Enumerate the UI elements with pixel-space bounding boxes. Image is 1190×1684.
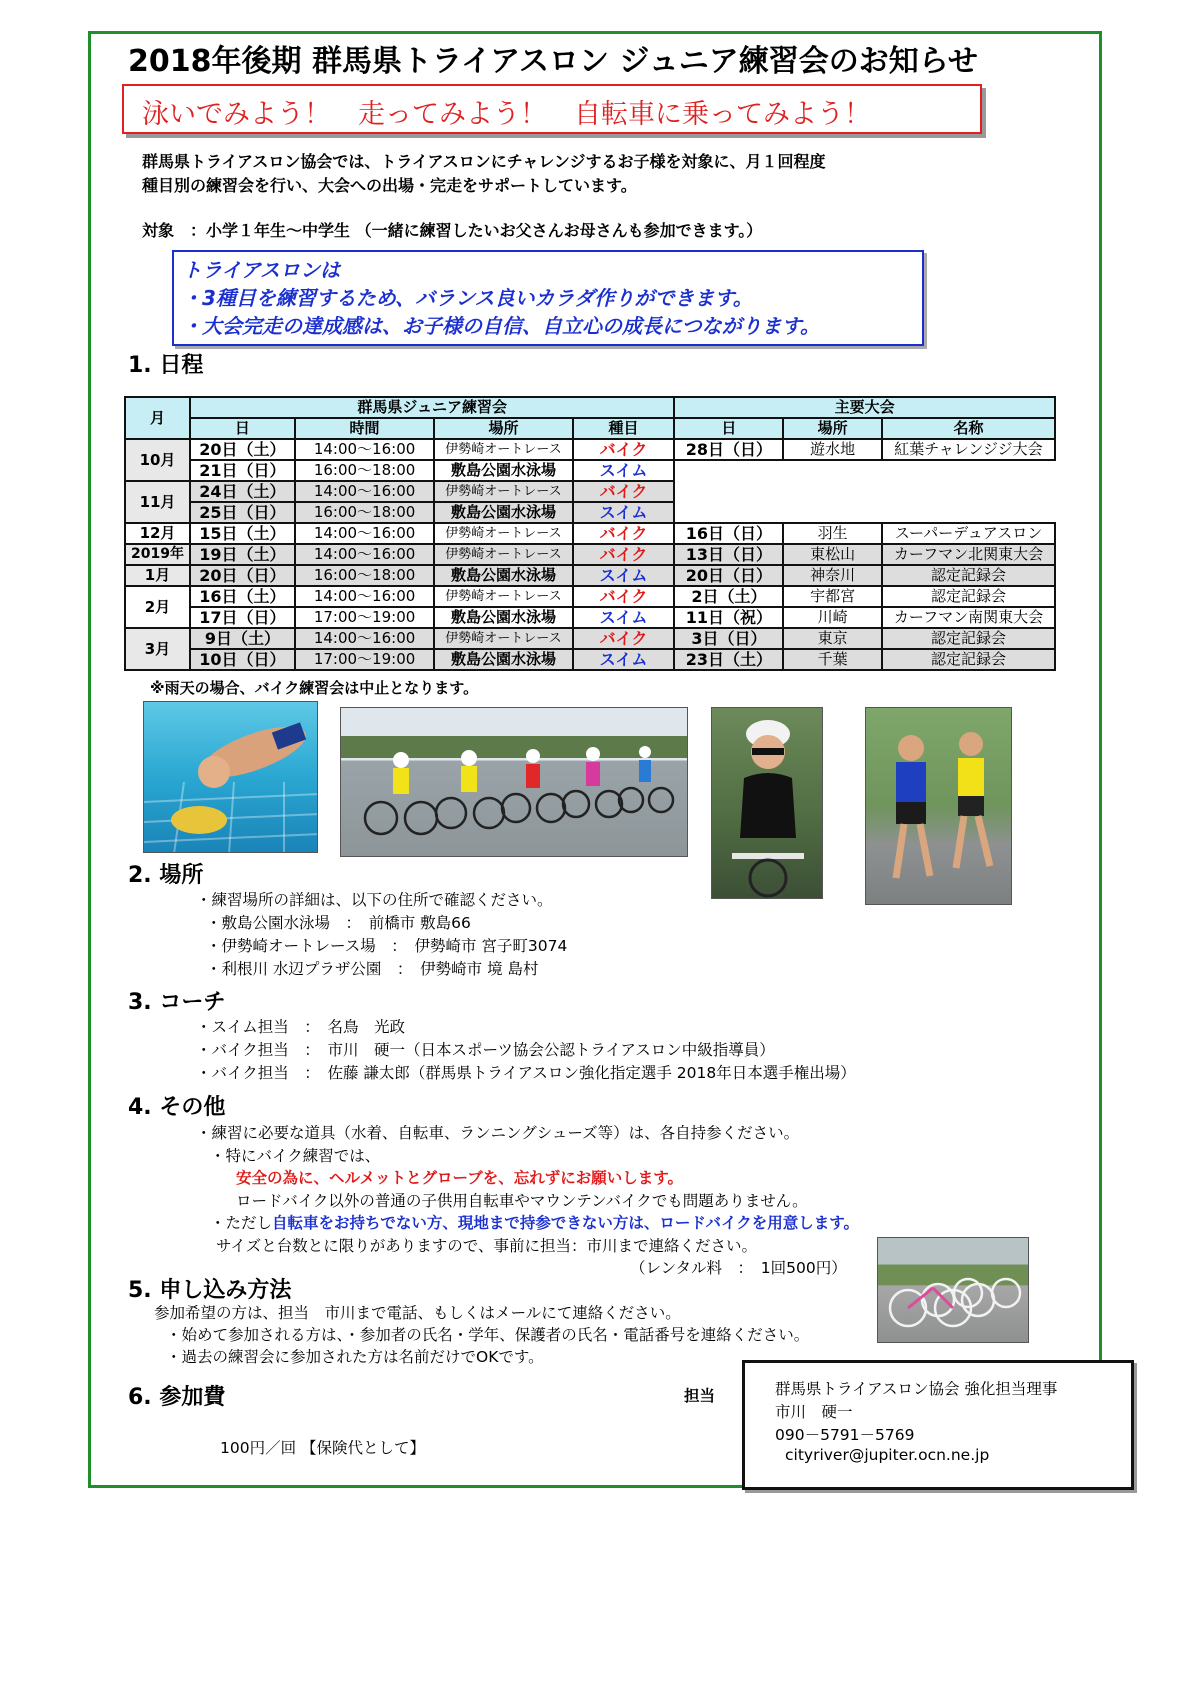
col-time: 時間	[295, 418, 434, 439]
major-header: 主要大会	[674, 397, 1055, 418]
coach-line: ・バイク担当 ： 市川 硬一（日本スポーツ協会公認トライアスロン中級指導員）	[196, 1041, 775, 1059]
day-cell: 15日（土）	[190, 523, 295, 544]
time-cell: 14:00～16:00	[295, 481, 434, 502]
rain-note: ※雨天の場合、バイク練習会は中止となります。	[150, 679, 479, 697]
day-cell: 21日（日）	[190, 460, 295, 481]
comp-place-cell: 東京	[783, 628, 882, 649]
comp-name-cell: 認定記録会	[882, 649, 1055, 670]
comp-day-cell: 28日（日）	[674, 439, 783, 460]
other-line: ・練習に必要な道具（水着、自転車、ランニングシューズ等）は、各自持参ください。	[196, 1124, 800, 1142]
fee-text: 100円／回 【保険代として】	[220, 1439, 426, 1457]
table-row	[125, 565, 1055, 586]
runners-photo	[865, 707, 1012, 905]
time-cell: 14:00～16:00	[295, 544, 434, 565]
col-comp-name: 名称	[882, 418, 1055, 439]
comp-day-cell: 23日（土）	[674, 649, 783, 670]
cyclist-girl-graphic	[712, 708, 823, 899]
comp-day-cell: 2日（土）	[674, 586, 783, 607]
month-cell: 1月	[125, 565, 190, 586]
month-cell: 10月	[125, 439, 190, 481]
time-cell: 17:00～19:00	[295, 607, 434, 628]
contact-email[interactable]: cityriver@jupiter.ocn.ne.jp	[785, 1446, 990, 1464]
contact-box	[742, 1360, 1134, 1490]
day-cell: 20日（日）	[190, 565, 295, 586]
col-comp-place: 場所	[783, 418, 882, 439]
place-cell: 敷島公園水泳場	[434, 607, 572, 628]
cyclist-girl-photo	[711, 707, 823, 899]
location-line: ・敷島公園水泳場 ： 前橋市 敷島66	[206, 914, 471, 932]
comp-place-cell: 川崎	[783, 607, 882, 628]
time-cell: 16:00～18:00	[295, 502, 434, 523]
table-row	[125, 544, 1055, 565]
contact-phone: 090－5791－5769	[775, 1426, 915, 1444]
comp-name-cell: 紅葉チャレンジジ大会	[882, 439, 1055, 460]
day-cell: 17日（日）	[190, 607, 295, 628]
place-cell: 伊勢崎オートレース	[434, 586, 572, 607]
application-line: ・始めて参加される方は、・参加者の氏名・学年、保護者の氏名・電話番号を連絡ください。	[166, 1326, 810, 1344]
benefits-heading: トライアスロンは	[182, 258, 340, 282]
table-row	[125, 439, 1055, 460]
benefit-line-2: ・大会完走の達成感は、お子様の自信、自立心の成長につながります。	[182, 314, 820, 338]
contact-org: 群馬県トライアスロン協会 強化担当理事	[775, 1380, 1058, 1398]
day-cell: 19日（土）	[190, 544, 295, 565]
day-cell: 16日（土）	[190, 586, 295, 607]
place-cell: 伊勢崎オートレース	[434, 481, 572, 502]
place-cell: 伊勢崎オートレース	[434, 628, 572, 649]
swim-photo	[143, 701, 318, 853]
contact-name: 市川 硬一	[775, 1403, 853, 1421]
contact-label: 担当	[684, 1387, 716, 1405]
rental-line	[210, 1211, 859, 1233]
time-cell: 16:00～18:00	[295, 565, 434, 586]
location-heading: 2. 場所	[128, 863, 204, 888]
place-cell: 敷島公園水泳場	[434, 565, 572, 586]
slogan-callout	[122, 84, 982, 134]
other-line: サイズと台数とに限りがありますので、事前に担当：市川まで連絡ください。	[216, 1237, 757, 1255]
fee-heading: 6. 参加費	[128, 1385, 226, 1410]
month-cell: 3月	[125, 628, 190, 670]
page-title: 2018年後期 群馬県トライアスロン ジュニア練習会のお知らせ	[128, 44, 978, 79]
comp-day-cell: 11日（祝）	[674, 607, 783, 628]
event-cell: バイク	[573, 523, 675, 544]
runners-graphic	[866, 708, 1012, 905]
month-header: 月	[125, 397, 190, 439]
comp-place-cell: 羽生	[783, 523, 882, 544]
time-cell: 16:00～18:00	[295, 460, 434, 481]
col-day: 日	[190, 418, 295, 439]
comp-name-cell: 認定記録会	[882, 565, 1055, 586]
time-cell: 14:00～16:00	[295, 439, 434, 460]
event-cell: バイク	[573, 544, 675, 565]
application-line: 参加希望の方は、担当 市川まで電話、もしくはメールにて連絡ください。	[154, 1304, 681, 1322]
event-cell: スイム	[573, 565, 675, 586]
day-cell: 10日（日）	[190, 649, 295, 670]
table-row	[125, 460, 1055, 481]
table-row	[125, 523, 1055, 544]
col-comp-day: 日	[674, 418, 783, 439]
application-heading: 5. 申し込み方法	[128, 1278, 292, 1303]
col-place: 場所	[434, 418, 572, 439]
other-heading: 4. その他	[128, 1095, 226, 1120]
month-cell: 11月	[125, 481, 190, 523]
location-line: ・練習場所の詳細は、以下の住所で確認ください。	[196, 891, 553, 909]
comp-name-cell: スーパーデュアスロン	[882, 523, 1055, 544]
coach-line: ・バイク担当 ： 佐藤 謙太郎（群馬県トライアスロン強化指定選手 2018年日本選手権出場）	[196, 1064, 856, 1082]
rental-fee: （レンタル料 ： 1回500円）	[630, 1259, 847, 1277]
comp-name-cell: 認定記録会	[882, 586, 1055, 607]
place-cell: 伊勢崎オートレース	[434, 544, 572, 565]
intro-text	[142, 150, 826, 198]
comp-name-cell: カーフマン北関東大会	[882, 544, 1055, 565]
event-cell: バイク	[573, 586, 675, 607]
rental-prefix: ・ただし	[210, 1214, 273, 1232]
time-cell: 14:00～16:00	[295, 586, 434, 607]
comp-place-cell: 神奈川	[783, 565, 882, 586]
empty-cell	[674, 460, 1055, 523]
comp-name-cell: 認定記録会	[882, 628, 1055, 649]
bike-group-graphic	[341, 708, 688, 857]
day-cell: 9日（土）	[190, 628, 295, 649]
benefit-line-1: ・3種目を練習するため、バランス良いカラダ作りができます。	[182, 286, 753, 310]
day-cell: 24日（土）	[190, 481, 295, 502]
benefits-box	[172, 250, 924, 346]
place-cell: 敷島公園水泳場	[434, 460, 572, 481]
time-cell: 17:00～19:00	[295, 649, 434, 670]
comp-place-cell: 東松山	[783, 544, 882, 565]
comp-day-cell: 16日（日）	[674, 523, 783, 544]
event-cell: スイム	[573, 607, 675, 628]
event-cell: スイム	[573, 649, 675, 670]
event-cell: バイク	[573, 481, 675, 502]
application-line: ・過去の練習会に参加された方は名前だけでOKです。	[166, 1348, 544, 1366]
event-cell: スイム	[573, 460, 675, 481]
rental-bikes-photo	[877, 1237, 1029, 1343]
place-cell: 敷島公園水泳場	[434, 502, 572, 523]
place-cell: 伊勢崎オートレース	[434, 523, 572, 544]
location-line: ・利根川 水辺プラザ公園 ： 伊勢崎市 境 島村	[206, 960, 539, 978]
month-cell: 2月	[125, 586, 190, 628]
schedule-heading: 1. 日程	[128, 353, 204, 378]
intro-line-1: 群馬県トライアスロン協会では、トライアスロンにチャレンジするお子様を対象に、月１回程度	[142, 152, 826, 171]
place-cell: 敷島公園水泳場	[434, 649, 572, 670]
comp-day-cell: 13日（日）	[674, 544, 783, 565]
other-line: ・特にバイク練習では、	[210, 1147, 381, 1165]
safety-warning: 安全の為に、ヘルメットとグローブを、忘れずにお願いします。	[236, 1169, 684, 1187]
schedule-table	[124, 396, 1056, 671]
comp-name-cell: カーフマン南関東大会	[882, 607, 1055, 628]
event-cell: バイク	[573, 628, 675, 649]
comp-day-cell: 20日（日）	[674, 565, 783, 586]
rental-bikes-graphic	[878, 1238, 1029, 1343]
table-row	[125, 586, 1055, 607]
month-cell-year: 2019年	[125, 544, 190, 565]
coach-line: ・スイム担当 ： 名鳥 光政	[196, 1018, 405, 1036]
comp-place-cell: 宇都宮	[783, 586, 882, 607]
col-event: 種目	[573, 418, 675, 439]
comp-day-cell: 3日（日）	[674, 628, 783, 649]
table-row	[125, 607, 1055, 628]
swim-photo-graphic	[144, 702, 318, 853]
day-cell: 20日（土）	[190, 439, 295, 460]
location-line: ・伊勢崎オートレース場 ： 伊勢崎市 宮子町3074	[206, 937, 568, 955]
rental-offer: 自転車をお持ちでない方、現地まで持参できない方は、ロードバイクを用意します。	[272, 1214, 860, 1232]
time-cell: 14:00～16:00	[295, 628, 434, 649]
comp-place-cell: 遊水地	[783, 439, 882, 460]
target-audience: 対象 ：小学１年生～中学生 （一緒に練習したいお父さんお母さんも参加できます。）	[142, 221, 763, 240]
slogan-text: 泳いでみよう！ 走ってみよう！ 自転車に乗ってみよう！	[142, 99, 871, 130]
junior-header: 群馬県ジュニア練習会	[190, 397, 674, 418]
comp-place-cell: 千葉	[783, 649, 882, 670]
day-cell: 25日（日）	[190, 502, 295, 523]
other-line: ロードバイク以外の普通の子供用自転車やマウンテンバイクでも問題ありません。	[236, 1192, 808, 1210]
event-cell: スイム	[573, 502, 675, 523]
intro-line-2: 種目別の練習会を行い、大会への出場・完走をサポートしています。	[142, 176, 637, 195]
table-row	[125, 649, 1055, 670]
table-row	[125, 628, 1055, 649]
place-cell: 伊勢崎オートレース	[434, 439, 572, 460]
month-cell: 12月	[125, 523, 190, 544]
coach-heading: 3. コーチ	[128, 990, 226, 1015]
time-cell: 14:00～16:00	[295, 523, 434, 544]
event-cell: バイク	[573, 439, 675, 460]
bike-group-photo	[340, 707, 688, 857]
